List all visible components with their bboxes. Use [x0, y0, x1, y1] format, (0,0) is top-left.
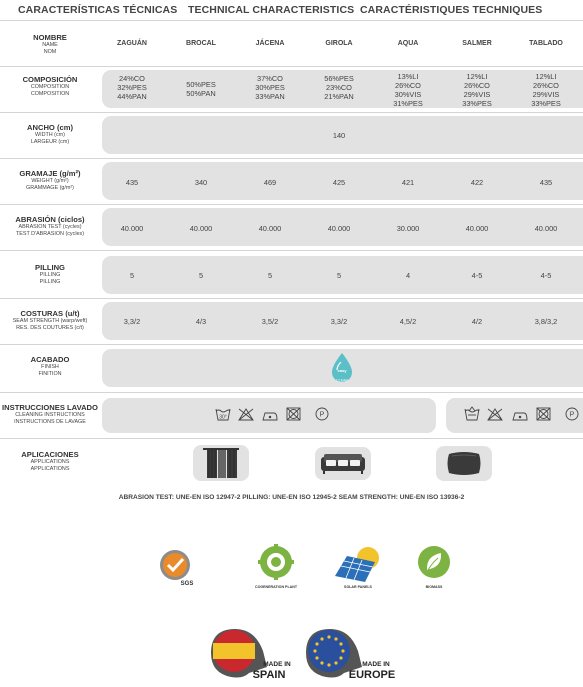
- composition-cell: 56%PES 23%CO 21%PAN: [324, 74, 354, 102]
- sgs-badge-icon: [153, 545, 199, 589]
- cushion-application: [436, 446, 492, 481]
- header-spanish: CARACTERÍSTICAS TÉCNICAS: [18, 4, 178, 16]
- weight-cell: 435: [125, 178, 139, 187]
- svg-text:P: P: [319, 411, 325, 419]
- biomass-caption: BIOMASS: [425, 585, 443, 589]
- seam-cell: 3,3/2: [123, 317, 141, 326]
- pilling-cell: 4: [405, 271, 411, 280]
- made-in-spain-badge: [207, 623, 291, 685]
- pilling-cell: 4-5: [471, 271, 483, 280]
- weight-cell: 469: [263, 178, 277, 187]
- seam-cell: 4/2: [471, 317, 483, 326]
- composition-cell: 13%LI 26%CO 30%VIS 31%PES: [393, 72, 423, 109]
- gramaje-label: GRAMAJE (g/m²) WEIGHT (g/m²) GRAMMAGE (g/m²): [19, 169, 81, 192]
- abrasion-cell: 40.000: [534, 224, 558, 233]
- svg-text:easy: easy: [337, 368, 347, 373]
- weight-cell: 425: [332, 178, 346, 187]
- cushion-icon: [436, 446, 492, 481]
- weight-cell: 435: [539, 178, 553, 187]
- svg-text:MADE IN: MADE IN: [263, 661, 291, 668]
- costuras-label: COSTURAS (u/t) SEAM STRENGTH (warp/weft) RES. DES COUTURES (c/t): [12, 309, 88, 332]
- column-name: BROCAL: [186, 40, 216, 47]
- column-name: SALMER: [462, 40, 492, 47]
- seam-cell: 3,3/2: [330, 317, 348, 326]
- lavado-label: INSTRUCCIONES LAVADO CLEANING INSTRUCTIONS INSTRUCTIONS DE LAVAGE: [2, 403, 98, 426]
- weight-cell: 421: [401, 178, 415, 187]
- width-value: 140: [332, 131, 346, 140]
- seam-cell: 4/3: [195, 317, 207, 326]
- curtain-icon: [193, 445, 249, 481]
- composition-cell: 12%LI 26%CO 29%VIS 33%PES: [531, 72, 561, 109]
- abrasion-label: ABRASIÓN (ciclos) ABRASION TEST (cycles) TEST D'ABRASION (cycles): [15, 215, 85, 238]
- solar-panels-icon: [332, 544, 382, 586]
- care-symbols-group-2: [464, 406, 582, 422]
- column-name: JÁCENA: [255, 40, 285, 47]
- seam-cell: 4,5/2: [399, 317, 417, 326]
- curtain-application: [193, 445, 249, 481]
- weight-cell: 422: [470, 178, 484, 187]
- pilling-cell: 5: [129, 271, 135, 280]
- pilling-cell: 4-5: [540, 271, 552, 280]
- svg-text:P: P: [569, 411, 575, 419]
- made-in-europe-badge: [302, 623, 402, 685]
- sofa-application: [315, 447, 371, 480]
- acabado-label: ACABADO FINISH FINITION: [30, 355, 70, 378]
- aplicaciones-label: APLICACIONES APPLICATIONS APPLICATIONS: [21, 450, 79, 473]
- composition-cell: 12%LI 26%CO 29%VIS 33%PES: [462, 72, 492, 109]
- abrasion-cell: 30.000: [396, 224, 420, 233]
- column-name: ZAGUÁN: [117, 40, 147, 47]
- pilling-cell: 5: [198, 271, 204, 280]
- test-standards-note: ABRASION TEST: UNE-EN ISO 12947-2 PILLING: UNE-EN ISO 12945-2 SEAM STRENGTH: UNE-EN ISO 13936-2: [118, 494, 465, 501]
- sofa-icon: [315, 447, 371, 480]
- pilling-cell: 5: [336, 271, 342, 280]
- svg-text:MADE IN: MADE IN: [362, 661, 390, 668]
- biomass-leaf-icon: [416, 544, 452, 584]
- seam-cell: 3,5/2: [261, 317, 279, 326]
- easy-clean-drop-icon: [329, 352, 355, 384]
- abrasion-cell: 40.000: [327, 224, 351, 233]
- composition-cell: 50%PES 50%PAN: [186, 80, 216, 99]
- pilling-cell: 5: [267, 271, 273, 280]
- pilling-label: PILLING PILLING PILLING: [35, 263, 65, 286]
- column-name: GIROLA: [325, 40, 353, 47]
- column-name: AQUA: [397, 40, 419, 47]
- nombre-label: NOMBRE NAME NOM: [33, 33, 67, 56]
- ancho-label: ANCHO (cm) WIDTH (cm) LARGEUR (cm): [27, 123, 73, 146]
- composition-cell: 37%CO 30%PES 33%PAN: [255, 74, 285, 102]
- cogeneration-caption: COGENERATION PLANT: [254, 585, 298, 589]
- svg-text:SPAIN: SPAIN: [252, 669, 286, 681]
- abrasion-cell: 40.000: [120, 224, 144, 233]
- composition-cell: 24%CO 32%PES 44%PAN: [117, 74, 147, 102]
- svg-text:SGS: SGS: [180, 581, 194, 587]
- abrasion-cell: 40.000: [258, 224, 282, 233]
- svg-text:30°: 30°: [219, 414, 227, 421]
- solar-caption: SOLAR PANELS: [344, 585, 372, 589]
- svg-text:EUROPE: EUROPE: [348, 669, 396, 681]
- header-french: CARACTÉRISTIQUES TECHNIQUES: [360, 4, 543, 16]
- header-english: TECHNICAL CHARACTERISTICS: [188, 4, 355, 16]
- seam-cell: 3,8/3,2: [534, 317, 558, 326]
- abrasion-cell: 40.000: [189, 224, 213, 233]
- abrasion-cell: 40.000: [465, 224, 489, 233]
- composicion-label: COMPOSICIÓN COMPOSITION COMPOSITION: [22, 75, 78, 98]
- care-symbols-group-1: [215, 406, 335, 422]
- column-name: TABLADO: [529, 40, 563, 47]
- svg-text:CLEAN: CLEAN: [336, 378, 348, 383]
- weight-cell: 340: [194, 178, 208, 187]
- cogeneration-plant-icon: [256, 544, 296, 584]
